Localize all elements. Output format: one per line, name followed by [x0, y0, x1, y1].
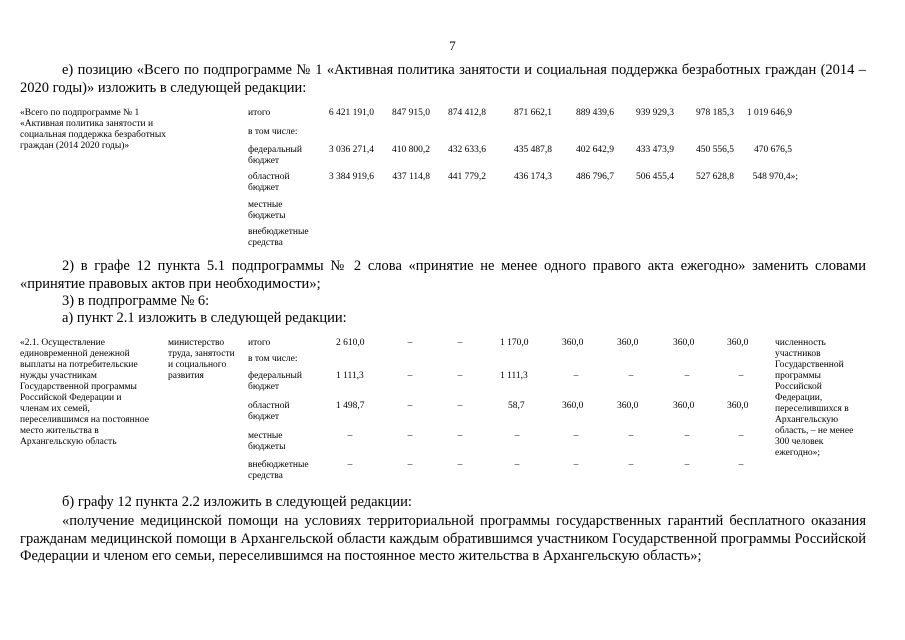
table2-cell: – [407, 460, 413, 470]
table1-cell: 548 970,4»; [752, 172, 798, 182]
table1-cell: 847 915,0 [392, 108, 430, 118]
table2-cell: 1 498,7 [336, 401, 365, 411]
paragraph-2: 2) в графе 12 пункта 5.1 подпрограммы № 2 слова «принятие не менее одного правого акта ежегодно» заменить словами «принятие правовых актов при необходимости»; [20, 258, 866, 292]
table1-cell: 437 114,8 [392, 172, 430, 182]
table2-cell: – [628, 431, 634, 441]
table2-cell: – [514, 460, 520, 470]
table2-cell: – [684, 371, 690, 381]
table2-row-label: областной бюджет [248, 401, 290, 422]
paragraph-e: е) позицию «Всего по подпрограмме № 1 «Активная политика занятости и социальная поддержка безработных граждан (2014 – 2020 годы)» изложить в следующей редакции: [20, 62, 866, 96]
table1-cell: 3 384 919,6 [328, 172, 374, 182]
table2-cell: 1 111,3 [336, 371, 364, 381]
table1-cell: 527 628,8 [696, 172, 734, 182]
table1-cell: 874 412,8 [448, 108, 486, 118]
table1-cell: 871 662,1 [514, 108, 552, 118]
table2-cell: – [407, 371, 413, 381]
table2-cell: 360,0 [673, 338, 695, 348]
table1-cell: 3 036 271,4 [328, 145, 374, 155]
table2-cell: – [684, 431, 690, 441]
table1-cell: 1 019 646,9 [746, 108, 792, 118]
table2-cell: 360,0 [617, 338, 639, 348]
table1-cell: 432 633,6 [448, 145, 486, 155]
table2-cell: – [573, 371, 579, 381]
table2-row-label: в том числе: [248, 354, 298, 364]
table1-cell: 506 455,4 [636, 172, 674, 182]
table2-cell: – [573, 431, 579, 441]
table1-row-label: в том числе: [248, 127, 298, 137]
table1-cell: 470 676,5 [754, 145, 792, 155]
table2-row-label: федеральный бюджет [248, 371, 302, 392]
table2-cell: – [738, 431, 744, 441]
table2-row-label: итого [248, 338, 271, 348]
paragraph-b: б) графу 12 пункта 2.2 изложить в следующей редакции: [62, 494, 412, 510]
table2-cell: 1 111,3 [500, 371, 528, 381]
table1-cell: 435 487,8 [514, 145, 552, 155]
table2-cell: – [347, 460, 353, 470]
table2-cell: 360,0 [727, 401, 749, 411]
table2-cell: – [628, 371, 634, 381]
paragraph-a: а) пункт 2.1 изложить в следующей редакции: [62, 310, 347, 326]
table2-cell: 58,7 [508, 401, 525, 411]
page-number: 7 [449, 38, 456, 53]
table1-cell: 433 473,9 [636, 145, 674, 155]
table2-executor: министерство труда, занятости и социального развития [168, 338, 235, 381]
table2-cell: – [684, 460, 690, 470]
table2-cell: 360,0 [562, 401, 584, 411]
table2-cell: – [407, 338, 413, 348]
table1-cell: 402 642,9 [576, 145, 614, 155]
table2-cell: 1 170,0 [500, 338, 529, 348]
table1-title: «Всего по подпрограмме № 1 «Активная политика занятости и социальная поддержка безработных граждан (2014 2020 годы)» [20, 108, 166, 151]
table2-cell: – [457, 338, 463, 348]
paragraph-3: 3) в подпрограмме № 6: [62, 293, 210, 309]
table1-cell: 450 556,5 [696, 145, 734, 155]
table2-cell: 360,0 [617, 401, 639, 411]
table1-cell: 436 174,3 [514, 172, 552, 182]
table2-cell: 360,0 [673, 401, 695, 411]
table1-row-label: итого [248, 108, 271, 118]
table1-row-label: местные бюджеты [248, 200, 286, 221]
table2-result: численность участников Государственной программы Российской Федерации, переселившихся в Архангельскую область, – не менее 300 человек ежегодно»; [775, 338, 854, 458]
table1-row-label: внебюджетные средства [248, 227, 309, 248]
table1-cell: 486 796,7 [576, 172, 614, 182]
table1-cell: 978 185,3 [696, 108, 734, 118]
table2-cell: – [347, 431, 353, 441]
table2-cell: – [457, 460, 463, 470]
table2-cell: – [457, 401, 463, 411]
table1-row-label: областной бюджет [248, 172, 290, 193]
table1-cell: 889 439,6 [576, 108, 614, 118]
table1-cell: 6 421 191,0 [328, 108, 374, 118]
table1-cell: 939 929,3 [636, 108, 674, 118]
table1-row-label: федеральный бюджет [248, 145, 302, 166]
table2-cell: – [457, 431, 463, 441]
table2-title: «2.1. Осуществление единовременной денежной выплаты на потребительские нужды участникам Государственной программы Российской Федерации и членам их семей, переселившимся на постоянное место жительства в Архангельскую область [20, 338, 149, 447]
table2-row-label: внебюджетные средства [248, 460, 309, 481]
table2-cell: – [407, 401, 413, 411]
paragraph-quote: «получение медицинской помощи на условиях территориальной программы государственных гарантий бесплатного оказания гражданам медицинской помощи в Архангельской области каждым обратившимся участником Государственной программы Российской Федерации и членом его семьи, переселившимся на постоянное место жительства в Архангельскую область»; [20, 513, 866, 564]
table2-row-label: местные бюджеты [248, 431, 286, 452]
table2-cell: – [457, 371, 463, 381]
table2-cell: – [738, 460, 744, 470]
table2-cell: – [628, 460, 634, 470]
table1-cell: 441 779,2 [448, 172, 486, 182]
table2-cell: 360,0 [727, 338, 749, 348]
table2-cell: – [407, 431, 413, 441]
table2-cell: 360,0 [562, 338, 584, 348]
table2-cell: 2 610,0 [336, 338, 365, 348]
table1-cell: 410 800,2 [392, 145, 430, 155]
table2-cell: – [573, 460, 579, 470]
table2-cell: – [514, 431, 520, 441]
table2-cell: – [738, 371, 744, 381]
